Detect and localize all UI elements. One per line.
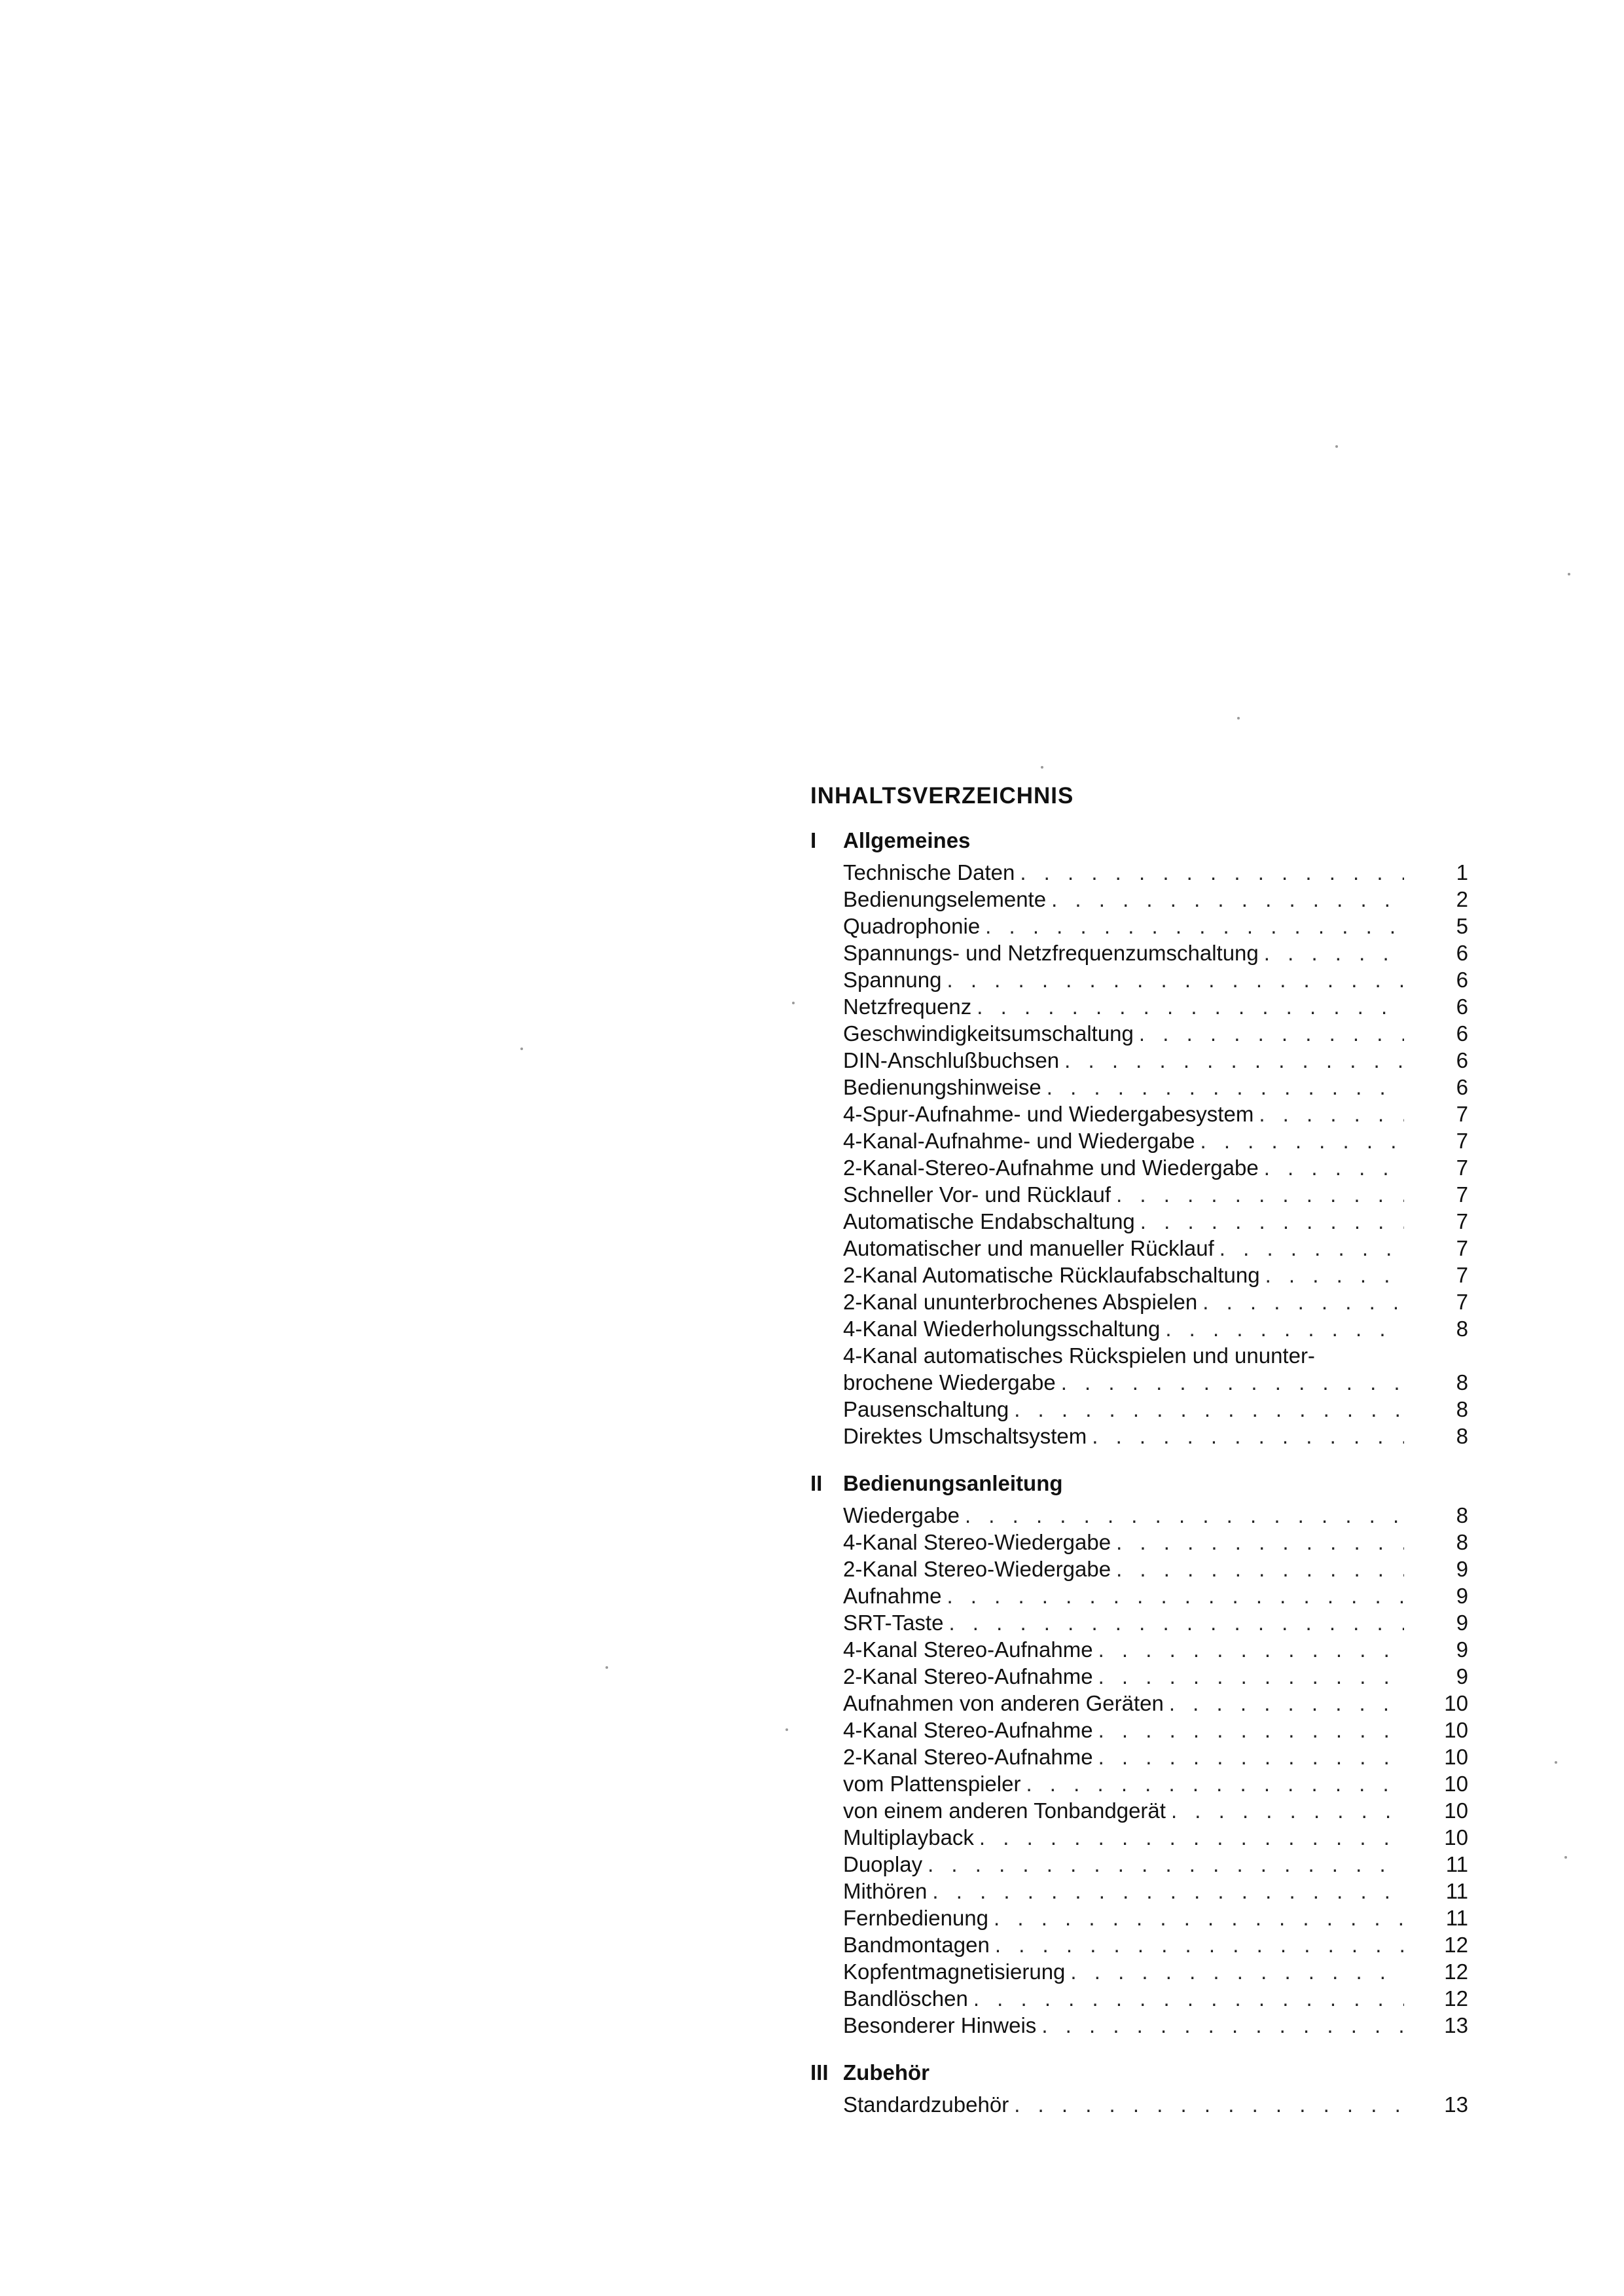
toc-page-number: 9 [1456, 1611, 1468, 1635]
scan-speck [1564, 1856, 1567, 1859]
toc-entry[interactable] [810, 913, 1468, 939]
toc-entry[interactable] [810, 1502, 1468, 1529]
dot-leader [1169, 1690, 1404, 1717]
toc-entry[interactable] [810, 1154, 1468, 1181]
section-number: I [810, 828, 817, 852]
toc-page-number: 10 [1444, 1745, 1468, 1769]
toc-entry-title: brochene Wiedergabe [843, 1370, 1056, 1394]
toc-entry[interactable] [810, 1369, 1468, 1396]
toc-entry[interactable] [810, 1797, 1468, 1824]
toc-entry[interactable] [810, 1556, 1468, 1582]
toc-entry-title: Automatischer und manueller Rücklauf [843, 1236, 1214, 1260]
dot-leader [1202, 1288, 1404, 1315]
toc-entry[interactable] [810, 1342, 1468, 1369]
dot-leader [1259, 1101, 1404, 1127]
toc-entry-title: 4-Kanal Stereo-Aufnahme [843, 1718, 1093, 1742]
scan-speck [785, 1728, 788, 1731]
toc-entry[interactable] [810, 1101, 1468, 1127]
toc-entry-title: 4-Kanal Stereo-Wiedergabe [843, 1530, 1111, 1554]
toc-page-number: 8 [1456, 1317, 1468, 1341]
toc-entry-title: Quadrophonie [843, 914, 981, 938]
toc-page-number: 6 [1456, 994, 1468, 1019]
dot-leader [947, 1582, 1404, 1609]
toc-page-number: 6 [1456, 1075, 1468, 1099]
dot-leader [928, 1851, 1404, 1878]
section-heading [810, 1469, 1468, 1502]
dot-leader [979, 1824, 1404, 1851]
scan-speck [1335, 445, 1338, 448]
toc-page-number: 11 [1445, 1852, 1468, 1876]
dot-leader [1047, 1074, 1404, 1101]
toc-entry-title: Besonderer Hinweis [843, 2013, 1037, 2037]
toc-page-number: 6 [1456, 1048, 1468, 1072]
section-title: Zubehör [843, 2060, 929, 2085]
toc-page-number: 8 [1456, 1424, 1468, 1448]
dot-leader [1165, 1315, 1404, 1342]
toc-page-number: 7 [1456, 1102, 1468, 1126]
toc-entry[interactable] [810, 1904, 1468, 1931]
section-allgemeines [810, 826, 1468, 1449]
dot-leader [1116, 1556, 1404, 1582]
toc-page-number: 12 [1444, 1986, 1468, 2011]
section-heading [810, 2058, 1468, 2091]
toc-entry-title: 2-Kanal Stereo-Aufnahme [843, 1745, 1093, 1769]
toc-page-number: 9 [1456, 1557, 1468, 1581]
toc-page-number: 8 [1456, 1530, 1468, 1554]
section-zubehoer [810, 2058, 1468, 2118]
toc-entry-title: Spannung [843, 968, 942, 992]
toc-entry[interactable] [810, 1315, 1468, 1342]
scan-speck [520, 1048, 523, 1050]
toc-entry-title: Standardzubehör [843, 2092, 1009, 2117]
toc-entry[interactable] [810, 1262, 1468, 1288]
scan-speck [1041, 766, 1043, 769]
dot-leader [965, 1502, 1404, 1529]
toc-entry-title: 2-Kanal Stereo-Aufnahme [843, 1664, 1093, 1688]
toc-entry-title: Duoplay [843, 1852, 923, 1876]
dot-leader [1014, 1396, 1404, 1423]
dot-leader [1098, 1717, 1404, 1743]
toc-entry-title: Mithören [843, 1879, 928, 1903]
toc-entry-title: Geschwindigkeitsumschaltung [843, 1021, 1134, 1046]
toc-entry-title: vom Plattenspieler [843, 1772, 1021, 1796]
dot-leader [948, 1609, 1404, 1636]
toc-page-number: 7 [1456, 1290, 1468, 1314]
toc-entry[interactable] [810, 886, 1468, 913]
dot-leader [995, 1931, 1404, 1958]
toc-entry-title: Bedienungshinweise [843, 1075, 1041, 1099]
toc-entry[interactable] [810, 1636, 1468, 1663]
toc-page-number: 13 [1444, 2013, 1468, 2037]
toc-entry-title: Aufnahmen von anderen Geräten [843, 1691, 1164, 1715]
toc-entry-title: Fernbedienung [843, 1906, 989, 1930]
toc-entry-title: Wiedergabe [843, 1503, 960, 1527]
toc-entry[interactable] [810, 1878, 1468, 1904]
toc-entry-title: Aufnahme [843, 1584, 942, 1608]
dot-leader [994, 1904, 1404, 1931]
toc-page-number: 7 [1456, 1182, 1468, 1207]
toc-entry-title: 4-Kanal automatisches Rückspielen und ununter- [843, 1343, 1315, 1368]
dot-leader [1200, 1127, 1405, 1154]
toc-entry[interactable] [810, 1181, 1468, 1208]
toc-page-number: 7 [1456, 1209, 1468, 1233]
scan-speck [1568, 573, 1570, 575]
toc-page-number: 8 [1456, 1397, 1468, 1421]
toc-entry[interactable] [810, 1958, 1468, 1985]
toc-entry-title: von einem anderen Tonbandgerät [843, 1798, 1166, 1823]
toc-page-number: 10 [1444, 1718, 1468, 1742]
toc-page-number: 7 [1456, 1129, 1468, 1153]
toc-page-number: 12 [1444, 1933, 1468, 1957]
toc-page-number: 12 [1444, 1959, 1468, 1984]
toc-entry[interactable] [810, 1690, 1468, 1717]
toc-entry[interactable] [810, 1288, 1468, 1315]
toc-entry[interactable] [810, 1074, 1468, 1101]
toc-page-number: 10 [1444, 1772, 1468, 1796]
dot-leader [1098, 1663, 1404, 1690]
dot-leader [1051, 886, 1404, 913]
toc-page-number: 11 [1445, 1879, 1468, 1903]
toc-entry[interactable] [810, 1770, 1468, 1797]
dot-leader [1116, 1181, 1404, 1208]
toc-entry-title: 2-Kanal Stereo-Wiedergabe [843, 1557, 1111, 1581]
toc-entry-title: Multiplayback [843, 1825, 974, 1850]
scan-speck [605, 1666, 608, 1669]
toc-entry[interactable] [810, 1396, 1468, 1423]
toc-page-number: 2 [1456, 887, 1468, 911]
toc-page-number: 6 [1456, 968, 1468, 992]
toc-entry[interactable] [810, 1582, 1468, 1609]
toc-entry[interactable] [810, 1127, 1468, 1154]
section-heading [810, 826, 1468, 859]
toc-entry-title: Pausenschaltung [843, 1397, 1009, 1421]
toc-entry-title: Bandmontagen [843, 1933, 990, 1957]
toc-entry[interactable] [810, 2091, 1468, 2118]
toc-entry[interactable] [810, 966, 1468, 993]
section-bedienungsanleitung [810, 1469, 1468, 2039]
dot-leader [1020, 859, 1404, 886]
dot-leader [1026, 1770, 1404, 1797]
dot-leader [1070, 1958, 1404, 1985]
dot-leader [1064, 1047, 1404, 1074]
toc-entry-title: 4-Spur-Aufnahme- und Wiedergabesystem [843, 1102, 1254, 1126]
dot-leader [1061, 1369, 1404, 1396]
toc-entry[interactable] [810, 1529, 1468, 1556]
toc-entry-title: 2-Kanal-Stereo-Aufnahme und Wiedergabe [843, 1156, 1259, 1180]
toc-entry-title: Netzfrequenz [843, 994, 972, 1019]
toc-page-number: 5 [1456, 914, 1468, 938]
section-number: II [810, 1471, 823, 1495]
toc-page-number: 7 [1456, 1263, 1468, 1287]
dot-leader [973, 1985, 1404, 2012]
dot-leader [1116, 1529, 1404, 1556]
toc-entry-title: Automatische Endabschaltung [843, 1209, 1135, 1233]
toc-entry-title: DIN-Anschlußbuchsen [843, 1048, 1060, 1072]
dot-leader [1092, 1423, 1404, 1449]
toc-entry[interactable] [810, 939, 1468, 966]
dot-leader [1041, 2012, 1404, 2039]
toc-page-number: 9 [1456, 1637, 1468, 1662]
section-title: Allgemeines [843, 828, 971, 852]
dot-leader [1140, 1208, 1404, 1235]
toc-entry[interactable] [810, 1047, 1468, 1074]
toc-entry[interactable] [810, 1985, 1468, 2012]
toc-entry[interactable] [810, 1851, 1468, 1878]
toc-page-number: 6 [1456, 941, 1468, 965]
toc-entry[interactable] [810, 1208, 1468, 1235]
toc-page-number: 10 [1444, 1691, 1468, 1715]
toc-page-number: 8 [1456, 1503, 1468, 1527]
dot-leader [1139, 1020, 1404, 1047]
toc-entry-title: Kopfentmagnetisierung [843, 1959, 1066, 1984]
toc-entry-title: SRT-Taste [843, 1611, 944, 1635]
toc-page-number: 7 [1456, 1236, 1468, 1260]
toc-page-number: 1 [1456, 860, 1468, 884]
toc-entry-title: 2-Kanal ununterbrochenes Abspielen [843, 1290, 1198, 1314]
toc-entry-title: Spannungs- und Netzfrequenzumschaltung [843, 941, 1259, 965]
toc-entry-title: 2-Kanal Automatische Rücklaufabschaltung [843, 1263, 1260, 1287]
scan-speck [1237, 717, 1240, 720]
scan-speck [792, 1002, 795, 1004]
toc-page-number: 10 [1444, 1825, 1468, 1850]
toc-entry[interactable] [810, 859, 1468, 886]
toc-entry[interactable] [810, 1235, 1468, 1262]
dot-leader [1098, 1743, 1404, 1770]
section-number: III [810, 2060, 829, 2085]
toc-entry-title: Schneller Vor- und Rücklauf [843, 1182, 1111, 1207]
toc-page-number: 6 [1456, 1021, 1468, 1046]
toc-entry-title: Direktes Umschaltsystem [843, 1424, 1087, 1448]
toc-entry[interactable] [810, 1931, 1468, 1958]
toc-page-number: 11 [1445, 1906, 1468, 1930]
table-of-contents [810, 779, 1468, 2138]
toc-page-number: 9 [1456, 1664, 1468, 1688]
dot-leader [1014, 2091, 1404, 2118]
dot-leader [1264, 1154, 1404, 1181]
toc-page-number: 8 [1456, 1370, 1468, 1394]
toc-page-number: 13 [1444, 2092, 1468, 2117]
dot-leader [1098, 1636, 1404, 1663]
toc-entry[interactable] [810, 1743, 1468, 1770]
dot-leader [1264, 939, 1404, 966]
dot-leader [985, 913, 1404, 939]
toc-page-number: 9 [1456, 1584, 1468, 1608]
toc-entry-title: Bandlöschen [843, 1986, 968, 2011]
page-title: INHALTSVERZEICHNIS [810, 783, 1074, 809]
toc-page-number: 7 [1456, 1156, 1468, 1180]
dot-leader [1219, 1235, 1404, 1262]
dot-leader [1171, 1797, 1404, 1824]
toc-entry[interactable] [810, 1020, 1468, 1047]
dot-leader [1265, 1262, 1404, 1288]
toc-entry[interactable] [810, 1423, 1468, 1449]
toc-entry-title: Technische Daten [843, 860, 1015, 884]
toc-entry[interactable] [810, 993, 1468, 1020]
toc-entry-title: Bedienungselemente [843, 887, 1047, 911]
toc-entry-title: 4-Kanal Wiederholungsschaltung [843, 1317, 1161, 1341]
toc-entry-title: 4-Kanal Stereo-Aufnahme [843, 1637, 1093, 1662]
toc-entry[interactable] [810, 1717, 1468, 1743]
toc-entry-title: 4-Kanal-Aufnahme- und Wiedergabe [843, 1129, 1195, 1153]
toc-page-number: 10 [1444, 1798, 1468, 1823]
section-title: Bedienungsanleitung [843, 1471, 1063, 1495]
toc-entry[interactable] [810, 2012, 1468, 2039]
toc-entry[interactable] [810, 1824, 1468, 1851]
dot-leader [932, 1878, 1404, 1904]
dot-leader [977, 993, 1404, 1020]
dot-leader [947, 966, 1404, 993]
toc-entry[interactable] [810, 1663, 1468, 1690]
scan-speck [1555, 1761, 1557, 1764]
toc-entry[interactable] [810, 1609, 1468, 1636]
